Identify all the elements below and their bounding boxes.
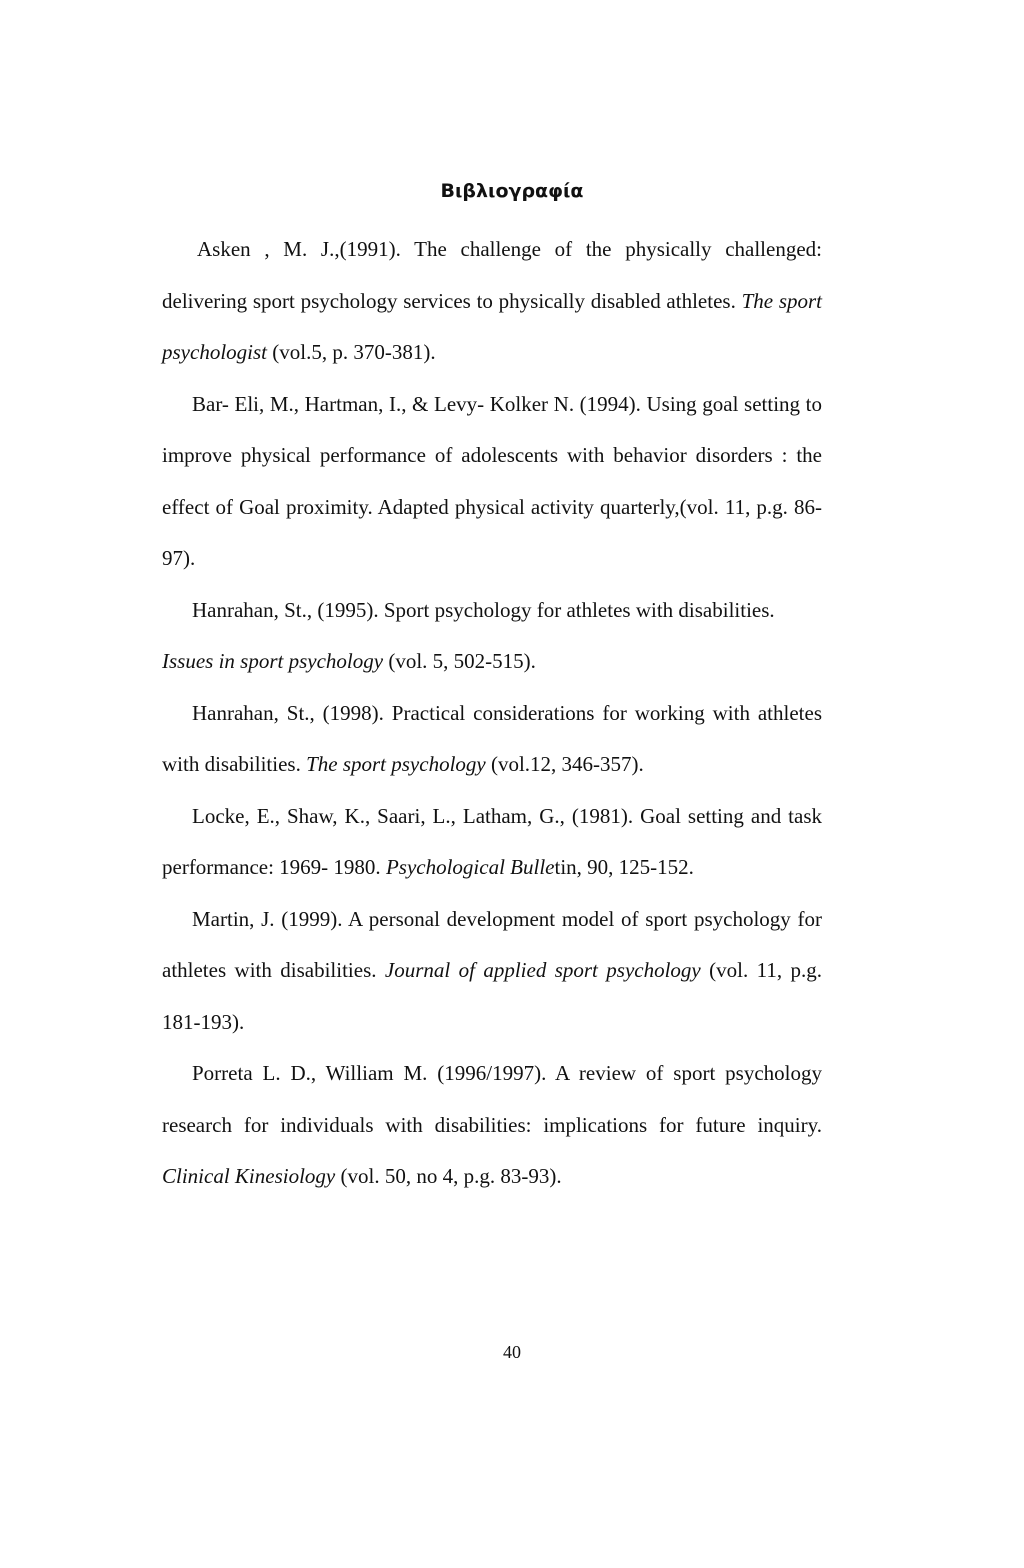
reference-journal-title: Issues in sport psychology xyxy=(162,649,384,673)
reference-journal-title: Journal of applied sport psychology xyxy=(384,958,701,982)
reference-porreta xyxy=(162,1048,822,1203)
reference-text: Martin, J. (1999). A personal development model of sport psychology for athletes with disabilities. xyxy=(162,906,822,982)
reference-text: Locke, E., Shaw, K., Saari, L., Latham, G., (1981). Goal setting and task performance: 1969- 1980. xyxy=(162,803,822,879)
reference-text: Hanrahan, St., (1995). Sport psychology for athletes with disabilities. xyxy=(192,597,775,622)
reference-journal-title: The sport psychologist xyxy=(162,288,823,364)
reference-text: Asken , M. J.,(1991). The challenge of the physically challenged: delivering sport psychology services to physically disabled athletes. xyxy=(162,237,822,313)
page-number: 40 xyxy=(503,1342,521,1362)
reference-text: Hanrahan, St., (1998). Practical considerations for working with athletes with disabilities. xyxy=(162,700,822,776)
reference-martin xyxy=(162,894,822,1049)
reference-text: (vol.12, 346-357). xyxy=(485,752,644,776)
reference-text: (vol.5, p. 370-381). xyxy=(267,340,436,364)
reference-text: tin, 90, 125-152. xyxy=(554,855,694,879)
reference-journal-title: The sport psychology xyxy=(306,752,486,776)
reference-text: Bar- Eli, M., Hartman, I., & Levy- Kolker N. (1994). Using goal setting to improve physical performance of adolescents with behavior disorders : the effect of Goal proximity. Adapted physical activity quarterly,(vol. 11, p.g. 86-97). xyxy=(162,391,822,570)
reference-asken xyxy=(162,224,822,379)
reference-list xyxy=(162,224,822,1203)
reference-journal-title: Psychological Bulle xyxy=(385,855,555,879)
reference-hanrahan-1995 xyxy=(162,585,822,688)
reference-hanrahan-1998 xyxy=(162,688,822,791)
reference-journal-title: Clinical Kinesiology xyxy=(162,1164,336,1188)
reference-text: (vol. 50, no 4, p.g. 83-93). xyxy=(335,1164,562,1188)
reference-locke xyxy=(162,791,822,894)
bibliography-heading: Βιβλιογραφία xyxy=(440,180,584,202)
reference-text: (vol. 11, p.g. 181-193). xyxy=(162,958,822,1034)
reference-text: (vol. 5, 502-515). xyxy=(383,649,536,673)
reference-bar-eli xyxy=(162,379,822,585)
reference-text: Porreta L. D., William M. (1996/1997). A review of sport psychology research for individuals with disabilities: implications for future inquiry. xyxy=(162,1061,822,1137)
